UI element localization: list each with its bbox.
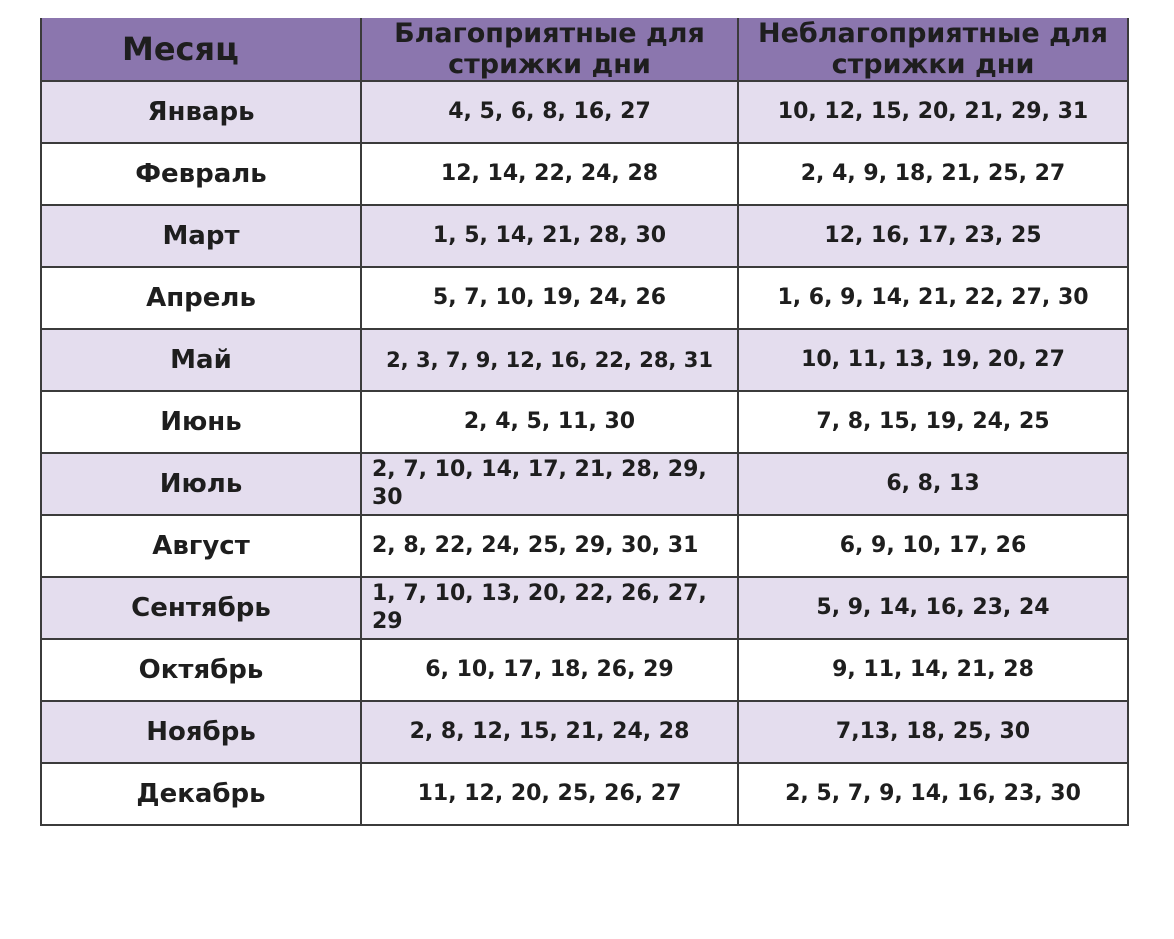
month-cell: Март [41, 205, 361, 267]
header-unfavorable-days: Неблагоприятные для стрижки дни [738, 18, 1128, 81]
haircut-calendar-table [40, 18, 1129, 826]
unfavorable-days-cell: 6, 9, 10, 17, 26 [738, 515, 1128, 577]
month-cell: Ноябрь [41, 701, 361, 763]
table-row [41, 701, 1128, 763]
unfavorable-days-cell: 2, 4, 9, 18, 21, 25, 27 [738, 143, 1128, 205]
month-cell: Сентябрь [41, 577, 361, 639]
table-row [41, 329, 1128, 391]
unfavorable-days-cell: 10, 12, 15, 20, 21, 29, 31 [738, 81, 1128, 143]
table-row [41, 515, 1128, 577]
favorable-days-cell: 2, 7, 10, 14, 17, 21, 28, 29, 30 [361, 453, 738, 515]
unfavorable-days-cell: 5, 9, 14, 16, 23, 24 [738, 577, 1128, 639]
unfavorable-days-cell: 2, 5, 7, 9, 14, 16, 23, 30 [738, 763, 1128, 825]
unfavorable-days-cell: 7, 8, 15, 19, 24, 25 [738, 391, 1128, 453]
month-cell: Июль [41, 453, 361, 515]
unfavorable-days-cell: 7,13, 18, 25, 30 [738, 701, 1128, 763]
month-cell: Июнь [41, 391, 361, 453]
header-month: Месяц [41, 18, 361, 81]
table-row [41, 577, 1128, 639]
unfavorable-days-cell: 1, 6, 9, 14, 21, 22, 27, 30 [738, 267, 1128, 329]
table-row [41, 81, 1128, 143]
table-row [41, 453, 1128, 515]
table-row [41, 639, 1128, 701]
favorable-days-cell: 1, 7, 10, 13, 20, 22, 26, 27, 29 [361, 577, 738, 639]
favorable-days-cell: 12, 14, 22, 24, 28 [361, 143, 738, 205]
favorable-days-cell: 11, 12, 20, 25, 26, 27 [361, 763, 738, 825]
table-row [41, 391, 1128, 453]
month-cell: Февраль [41, 143, 361, 205]
table-header-row [41, 18, 1128, 81]
unfavorable-days-cell: 12, 16, 17, 23, 25 [738, 205, 1128, 267]
month-cell: Май [41, 329, 361, 391]
unfavorable-days-cell: 6, 8, 13 [738, 453, 1128, 515]
month-cell: Декабрь [41, 763, 361, 825]
favorable-days-cell: 6, 10, 17, 18, 26, 29 [361, 639, 738, 701]
table-row [41, 763, 1128, 825]
favorable-days-cell: 1, 5, 14, 21, 28, 30 [361, 205, 738, 267]
unfavorable-days-cell: 10, 11, 13, 19, 20, 27 [738, 329, 1128, 391]
header-favorable-days: Благоприятные для стрижки дни [361, 18, 738, 81]
favorable-days-cell: 2, 4, 5, 11, 30 [361, 391, 738, 453]
table-row [41, 143, 1128, 205]
favorable-days-cell: 5, 7, 10, 19, 24, 26 [361, 267, 738, 329]
month-cell: Апрель [41, 267, 361, 329]
favorable-days-cell: 2, 3, 7, 9, 12, 16, 22, 28, 31 [361, 329, 738, 391]
favorable-days-cell: 2, 8, 12, 15, 21, 24, 28 [361, 701, 738, 763]
favorable-days-cell: 4, 5, 6, 8, 16, 27 [361, 81, 738, 143]
month-cell: Октябрь [41, 639, 361, 701]
unfavorable-days-cell: 9, 11, 14, 21, 28 [738, 639, 1128, 701]
table-row [41, 205, 1128, 267]
table-row [41, 267, 1128, 329]
month-cell: Январь [41, 81, 361, 143]
favorable-days-cell: 2, 8, 22, 24, 25, 29, 30, 31 [361, 515, 738, 577]
month-cell: Август [41, 515, 361, 577]
